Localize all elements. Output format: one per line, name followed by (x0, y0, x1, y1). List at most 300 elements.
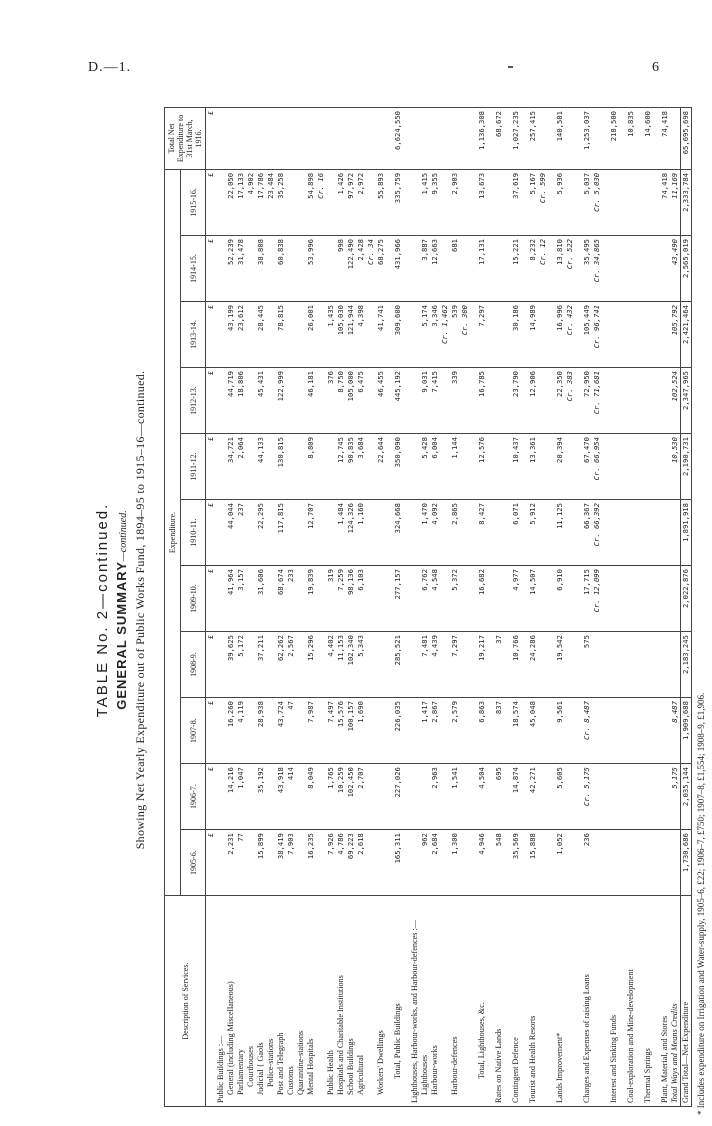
row-total (336, 108, 346, 170)
year-header: 1911-12. (181, 434, 206, 500)
table-row (376, 108, 386, 1107)
cell-value: 69,223 (346, 830, 356, 896)
cell-value: 8,809 (306, 434, 316, 500)
cell-value (410, 830, 420, 896)
table-row (592, 108, 602, 1107)
table-row (477, 108, 487, 1107)
currency-symbol: £ (206, 566, 217, 632)
cell-value: 2,618 (356, 830, 366, 896)
row-label (470, 896, 477, 1107)
cell-value (602, 368, 609, 434)
row-total (216, 108, 226, 170)
cell-value: 97,972 (346, 169, 356, 235)
cell-value: 277,157 (393, 566, 403, 632)
cell-value (521, 698, 528, 764)
cell-value (246, 698, 256, 764)
cell-value (440, 566, 450, 632)
cell-value (626, 698, 636, 764)
table-row (460, 108, 470, 1107)
row-label (602, 896, 609, 1107)
cell-value: 8,487 (670, 698, 681, 764)
cell-value (653, 830, 660, 896)
cell-value: Cr. 66,954 (592, 434, 602, 500)
table-row (440, 108, 450, 1107)
year-header: 1908-9. (181, 632, 206, 698)
cell-value (386, 500, 393, 566)
table-row (565, 108, 575, 1107)
row-total: 14,600 (643, 108, 653, 170)
cell-value (636, 566, 643, 632)
cell-value: 31,606 (256, 566, 266, 632)
cell-value (504, 830, 511, 896)
cell-value (386, 566, 393, 632)
table-row (336, 108, 346, 1107)
cell-value (619, 368, 626, 434)
table-row (670, 108, 681, 1107)
cell-value: 445,192 (393, 368, 403, 434)
cell-value: 1,426 (336, 169, 346, 235)
table-row (626, 108, 636, 1107)
cell-value: 12,707 (306, 500, 316, 566)
cell-value (504, 169, 511, 235)
row-total: 257,415 (528, 108, 538, 170)
cell-value (386, 830, 393, 896)
cell-value: 17,133 (236, 169, 246, 235)
row-total: 74,418 (660, 108, 670, 170)
cell-value: 1,417 (420, 698, 430, 764)
table-row (511, 108, 521, 1107)
desc-header: Description of Services. (165, 896, 206, 1107)
cell-value (538, 698, 548, 764)
cell-value (316, 368, 326, 434)
cell-value: 100,157 (346, 698, 356, 764)
cell-value: 16,260 (226, 698, 236, 764)
cell-value (548, 764, 555, 830)
table-row (356, 108, 366, 1107)
cell-value (296, 764, 306, 830)
row-label: Post and Telegraph (276, 896, 286, 1107)
table-row (619, 108, 626, 1107)
cell-value: 9,355 (430, 169, 440, 235)
cell-value: 309,600 (393, 302, 403, 368)
cell-value: 72,950 (582, 368, 592, 434)
row-label: Coal-exploration and Mine-development (626, 896, 636, 1107)
year-header: 1910-11. (181, 500, 206, 566)
cell-value: Cr. 300 (460, 302, 470, 368)
cell-value: 5,372 (450, 566, 460, 632)
cell-value (660, 698, 670, 764)
cell-value (538, 764, 548, 830)
cell-value: 5,605 (555, 764, 565, 830)
cell-value: 14,216 (226, 764, 236, 830)
cell-value: 539 (450, 302, 460, 368)
cell-value (410, 764, 420, 830)
row-total (460, 108, 470, 170)
cell-value (643, 169, 653, 235)
cell-value: 8,427 (477, 500, 487, 566)
cell-value (460, 500, 470, 566)
cell-value: 226,035 (393, 698, 403, 764)
cell-value (521, 500, 528, 566)
cell-value (609, 235, 619, 301)
cell-value (386, 235, 393, 301)
cell-value: 2,865 (450, 500, 460, 566)
cell-value (565, 566, 575, 632)
cell-value (643, 632, 653, 698)
cell-value: 5,172 (236, 632, 246, 698)
cell-value (376, 764, 386, 830)
cell-value: 19,839 (306, 566, 316, 632)
cell-value (440, 169, 450, 235)
cell-value (410, 500, 420, 566)
row-label: Rates on Native Lands (494, 896, 504, 1107)
cell-value: 22,644 (376, 434, 386, 500)
page-number: 6 (652, 60, 659, 75)
table-row (528, 108, 538, 1107)
cell-value (538, 302, 548, 368)
cell-value (619, 169, 626, 235)
row-label (403, 896, 410, 1107)
cell-value (470, 764, 477, 830)
cell-value: 16,682 (477, 566, 487, 632)
cell-value: 8,750 (336, 368, 346, 434)
cell-value (660, 235, 670, 301)
cell-value (246, 500, 256, 566)
cell-value (216, 169, 226, 235)
cell-value: 23,790 (511, 368, 521, 434)
cell-value: 44,719 (226, 368, 236, 434)
cell-value: 77 (236, 830, 246, 896)
cell-value (376, 698, 386, 764)
cell-value (653, 764, 660, 830)
row-total (356, 108, 366, 170)
cell-value (494, 169, 504, 235)
currency-symbol: £ (206, 368, 217, 434)
cell-value: 2,231 (226, 830, 236, 896)
cell-value: 1,160 (356, 500, 366, 566)
cell-value: 2,972 (356, 169, 366, 235)
cell-value (592, 632, 602, 698)
footnote: * Includes expenditure on Irrigation and Water-supply, 1905–6, £22; 1906–7, £750; 1907–8, £1,554; 1908–9, £1,906. (696, 692, 706, 1115)
cell-value: 6,004 (430, 434, 440, 500)
row-total: 6,624,550 (393, 108, 403, 170)
cell-value (602, 500, 609, 566)
cell-value (316, 302, 326, 368)
cell-value (316, 830, 326, 896)
cell-value (286, 434, 296, 500)
cell-value: 227,026 (393, 764, 403, 830)
cell-value (643, 698, 653, 764)
cell-value (670, 830, 681, 896)
cell-value: 6,762 (420, 566, 430, 632)
cell-value (266, 632, 276, 698)
table-row (430, 108, 440, 1107)
table-row (420, 108, 430, 1107)
cell-value (504, 235, 511, 301)
cell-value (592, 764, 602, 830)
cell-value: 2,421,464 (681, 302, 692, 368)
cell-value (602, 764, 609, 830)
cell-value (609, 830, 619, 896)
table-row (548, 108, 555, 1107)
table-row (643, 108, 653, 1107)
row-total (440, 108, 450, 170)
cell-value: 105,030 (336, 302, 346, 368)
year-header: 1914-15. (181, 235, 206, 301)
cell-value: 13,673 (477, 169, 487, 235)
cell-value (643, 764, 653, 830)
cell-value: 962 (420, 830, 430, 896)
cell-value (609, 169, 619, 235)
cell-value (296, 830, 306, 896)
cell-value: 44,044 (226, 500, 236, 566)
cell-value (366, 169, 376, 235)
cell-value (643, 434, 653, 500)
cell-value: 1,435 (326, 302, 336, 368)
table-row (681, 108, 692, 1107)
row-label: Lighthouses, Harbour-works, and Harbour-defences :— (410, 896, 420, 1107)
cell-value: 2,565,019 (681, 235, 692, 301)
cell-value (386, 632, 393, 698)
cell-value (386, 434, 393, 500)
cell-value: 4,946 (477, 830, 487, 896)
year-header: 1905-6. (181, 830, 206, 896)
cell-value: 124,326 (346, 500, 356, 566)
table-row (236, 108, 246, 1107)
row-label: Public Buildings :— (216, 896, 226, 1107)
row-total (403, 108, 410, 170)
cell-value: 10,259 (336, 764, 346, 830)
cell-value (565, 632, 575, 698)
cell-value (565, 830, 575, 896)
cell-value: 681 (450, 235, 460, 301)
cell-value: 414 (286, 764, 296, 830)
table-row (450, 108, 460, 1107)
cell-value: 3,684 (356, 434, 366, 500)
cell-value: 1,891,918 (681, 500, 692, 566)
row-label (619, 896, 626, 1107)
cell-value: 122,490 (346, 235, 356, 301)
cell-value (296, 698, 306, 764)
cell-value (366, 500, 376, 566)
cell-value (487, 235, 494, 301)
row-label: Total Ways and Means Credits (670, 896, 681, 1107)
row-label: Hospitals and Charitable Institutions (336, 896, 346, 1107)
cell-value (316, 764, 326, 830)
row-total (256, 108, 266, 170)
cell-value (602, 434, 609, 500)
cell-value: 9,031 (420, 368, 430, 434)
cell-value (487, 169, 494, 235)
cell-value (619, 830, 626, 896)
cell-value: 7,926 (326, 830, 336, 896)
cell-value (636, 500, 643, 566)
cell-value: 68,275 (376, 235, 386, 301)
cell-value (575, 500, 582, 566)
cell-value: 41,964 (226, 566, 236, 632)
cell-value (653, 632, 660, 698)
cell-value (470, 830, 477, 896)
cell-value (521, 764, 528, 830)
cell-value (619, 500, 626, 566)
cell-value: 1,909,688 (681, 698, 692, 764)
cell-value: 68,674 (276, 566, 286, 632)
row-total: 10,835 (626, 108, 636, 170)
row-total (346, 108, 356, 170)
cell-value (504, 302, 511, 368)
cell-value: 8,232 (528, 235, 538, 301)
cell-value (403, 764, 410, 830)
cell-value: 22,350 (555, 368, 565, 434)
cell-value: 2,347,965 (681, 368, 692, 434)
cell-value: 4,548 (430, 566, 440, 632)
table-row (660, 108, 670, 1107)
cell-value (316, 235, 326, 301)
cell-value (575, 764, 582, 830)
table-row (653, 108, 660, 1107)
cell-value (326, 169, 336, 235)
cell-value: 117,815 (276, 500, 286, 566)
table-row (316, 108, 326, 1107)
row-label: Workers' Dwellings (376, 896, 386, 1107)
cell-value (296, 368, 306, 434)
row-total (236, 108, 246, 170)
row-label (316, 896, 326, 1107)
cell-value (636, 302, 643, 368)
cell-value: 39,625 (226, 632, 236, 698)
cell-value: 17,715 (582, 566, 592, 632)
cell-value: 11,125 (555, 500, 565, 566)
cell-value (440, 764, 450, 830)
dash-mark (508, 66, 513, 68)
cell-value (487, 566, 494, 632)
cell-value (296, 566, 306, 632)
cell-value (410, 632, 420, 698)
cell-value (548, 368, 555, 434)
cell-value: 4,402 (326, 632, 336, 698)
cell-value: 42,271 (528, 764, 538, 830)
cell-value (548, 500, 555, 566)
rotated-table-page (92, 105, 712, 1115)
cell-value (216, 566, 226, 632)
row-label (521, 896, 528, 1107)
row-total (410, 108, 420, 170)
cell-value: 6,103 (356, 566, 366, 632)
cell-value (660, 434, 670, 500)
cell-value (609, 368, 619, 434)
cell-value: 4,119 (236, 698, 246, 764)
cell-value (487, 632, 494, 698)
cell-value (440, 434, 450, 500)
cell-value (246, 764, 256, 830)
cell-value (565, 169, 575, 235)
cell-value: 55,893 (376, 169, 386, 235)
cell-value: 105,449 (582, 302, 592, 368)
cell-value: 44,133 (256, 434, 266, 500)
row-label: Total, Lighthouses, &c. (477, 896, 487, 1107)
cell-value (266, 368, 276, 434)
cell-value (403, 368, 410, 434)
cell-value: 102,340 (346, 632, 356, 698)
row-total (246, 108, 256, 170)
cell-value (286, 235, 296, 301)
table-row (216, 108, 226, 1107)
cell-value: 60,838 (276, 235, 286, 301)
cell-value (619, 566, 626, 632)
titles (92, 105, 148, 1115)
cell-value (316, 632, 326, 698)
cell-value: 46,455 (376, 368, 386, 434)
cell-value (636, 434, 643, 500)
cell-value: 15,576 (336, 698, 346, 764)
table-row (246, 108, 256, 1107)
row-label (565, 896, 575, 1107)
cell-value (609, 632, 619, 698)
cell-value: 43,199 (226, 302, 236, 368)
cell-value: 26,001 (306, 302, 316, 368)
row-label: Plant, Material, and Stores (660, 896, 670, 1107)
cell-value (403, 566, 410, 632)
currency-symbol: £ (206, 108, 217, 170)
cell-value: 105,792 (670, 302, 681, 368)
cell-value: 15,296 (306, 632, 316, 698)
cell-value (266, 434, 276, 500)
cell-value: 78,815 (276, 302, 286, 368)
cell-value (316, 434, 326, 500)
cell-value (494, 368, 504, 434)
row-label: Quarantine-stations (296, 896, 306, 1107)
cell-value (246, 566, 256, 632)
cell-value: 10,530 (670, 434, 681, 500)
cell-value: 23,612 (236, 302, 246, 368)
cell-value (403, 434, 410, 500)
cell-value (440, 632, 450, 698)
cell-value: 5,912 (528, 500, 538, 566)
cell-value (316, 698, 326, 764)
cell-value: 46,181 (306, 368, 316, 434)
table-row (346, 108, 356, 1107)
cell-value: 14,874 (511, 764, 521, 830)
cell-value (266, 302, 276, 368)
table-row (386, 108, 393, 1107)
cell-value: Cr. 1,462 (440, 302, 450, 368)
cell-value (460, 764, 470, 830)
cell-value (246, 434, 256, 500)
row-total (653, 108, 660, 170)
cell-value: Cr. 96,741 (592, 302, 602, 368)
cell-value (636, 235, 643, 301)
cell-value (366, 830, 376, 896)
cell-value: 35,495 (582, 235, 592, 301)
cell-value (660, 566, 670, 632)
cell-value: Cr. 12,099 (592, 566, 602, 632)
row-total (592, 108, 602, 170)
cell-value (296, 302, 306, 368)
cell-value (619, 764, 626, 830)
cell-value: 165,311 (393, 830, 403, 896)
cell-value: 24,286 (528, 632, 538, 698)
cell-value (286, 302, 296, 368)
cell-value: 2,684 (430, 830, 440, 896)
cell-value: 4,439 (430, 632, 440, 698)
table-row (296, 108, 306, 1107)
cell-value: 2,064 (236, 434, 246, 500)
cell-value (619, 698, 626, 764)
cell-value (470, 434, 477, 500)
cell-value (440, 698, 450, 764)
cell-value: 5,037 (582, 169, 592, 235)
cell-value: 285,521 (393, 632, 403, 698)
